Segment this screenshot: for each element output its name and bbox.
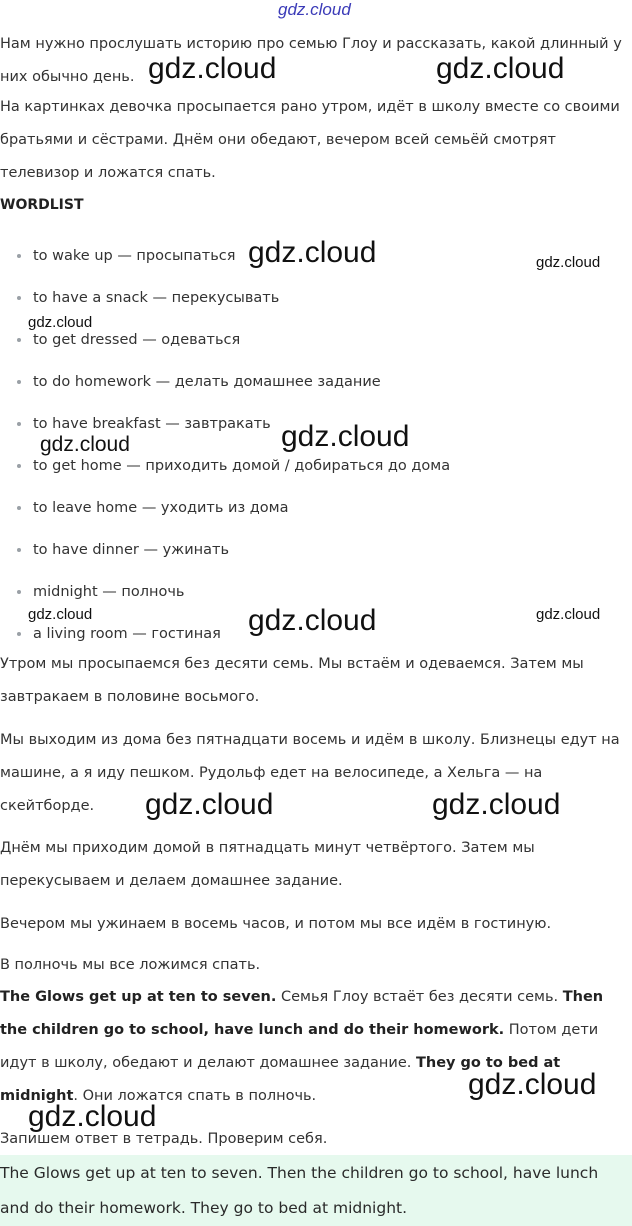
summary-ru-3: . Они ложатся спать в полночь. <box>73 1088 317 1104</box>
watermark: gdz.cloud <box>148 52 277 85</box>
bullet-icon <box>17 380 21 384</box>
bullet-icon <box>17 422 21 426</box>
wordlist-item-text: a living room — гостиная <box>33 626 221 642</box>
instruction-text: Запишем ответ в тетрадь. Проверим себя. <box>0 1131 328 1147</box>
bullet-icon <box>17 548 21 552</box>
summary-en-1: The Glows get up at ten to seven. <box>0 989 277 1005</box>
wordlist-item-text: to have a snack — перекусывать <box>33 290 280 306</box>
summary-en-2: Then the children go to school, have lunch and do their homework. <box>0 989 604 1038</box>
watermark: gdz.cloud <box>436 52 565 85</box>
watermark: gdz.cloud <box>248 236 377 269</box>
watermark: gdz.cloud <box>28 606 93 623</box>
wordlist-item-text: midnight — полночь <box>33 584 185 600</box>
watermark: gdz.cloud <box>28 314 93 331</box>
wordlist-item-text: to have dinner — ужинать <box>33 542 229 558</box>
bullet-icon <box>17 338 21 342</box>
bullet-icon <box>17 632 21 636</box>
summary-ru-1: Семья Глоу встаёт без десяти семь. <box>276 989 563 1005</box>
wordlist-item-text: to do homework — делать домашнее задание <box>33 374 381 390</box>
watermark: gdz.cloud <box>281 420 410 453</box>
watermark: gdz.cloud <box>248 604 377 637</box>
watermark: gdz.cloud <box>28 1100 157 1133</box>
watermark: gdz.cloud <box>468 1068 597 1101</box>
bullet-icon <box>17 464 21 468</box>
wordlist-item <box>0 370 632 394</box>
wordlist-item-text: to have breakfast — завтракать <box>33 416 271 432</box>
watermark: gdz.cloud <box>278 0 351 19</box>
wordlist-item <box>0 328 632 352</box>
watermark: gdz.cloud <box>536 606 601 623</box>
intro-paragraph-2: На картинках девочка просыпается рано утром, идёт в школу вместе со своими братьями и сёстрами. Днём они обедают, вечером всей семьёй смотрят телевизор и ложатся спать. <box>0 99 620 181</box>
wordlist-item-text: to get home — приходить домой / добираться до дома <box>33 458 451 474</box>
answer-text: The Glows get up at ten to seven. Then the children go to school, have lunch and do their homework. They go to bed at midnight. <box>0 1164 599 1217</box>
watermark: gdz.cloud <box>40 433 130 456</box>
watermark: gdz.cloud <box>536 254 601 271</box>
intro-paragraph-1: Нам нужно прослушать историю про семью Глоу и рассказать, какой длинный у них обычно день. <box>0 36 622 85</box>
bullet-icon <box>17 296 21 300</box>
summary-en-3: They go to bed at midnight <box>0 1055 561 1104</box>
answer-box <box>0 1155 632 1226</box>
wordlist-heading: WORDLIST <box>0 197 84 213</box>
story-paragraph-3: Днём мы приходим домой в пятнадцать минут четвёртого. Затем мы перекусываем и делаем домашнее задание. <box>0 840 535 889</box>
story-paragraph-1: Утром мы просыпаемся без десяти семь. Мы встаём и одеваемся. Затем мы завтракаем в половине восьмого. <box>0 656 584 705</box>
bullet-icon <box>17 254 21 258</box>
story-paragraph-5: В полночь мы все ложимся спать. <box>0 957 261 973</box>
watermark: gdz.cloud <box>145 788 274 821</box>
wordlist-item <box>0 580 632 604</box>
wordlist-item <box>0 286 632 310</box>
wordlist-item-text: to get dressed — одеваться <box>33 332 241 348</box>
wordlist-item <box>0 538 632 562</box>
bullet-icon <box>17 506 21 510</box>
wordlist-item-text: to leave home — уходить из дома <box>33 500 289 516</box>
story-paragraph-4: Вечером мы ужинаем в восемь часов, и потом мы все идём в гостиную. <box>0 916 552 932</box>
watermark: gdz.cloud <box>432 788 561 821</box>
summary-ru-2: Потом дети идут в школу, обедают и делают домашнее задание. <box>0 1022 599 1071</box>
story-paragraph-2: Мы выходим из дома без пятнадцати восемь и идём в школу. Близнецы едут на машине, а я иду пешком. Рудольф едет на велосипеде, а Хельга — на скейтборде. <box>0 732 620 814</box>
bullet-icon <box>17 590 21 594</box>
wordlist-item <box>0 454 632 478</box>
wordlist-item-text: to wake up — просыпаться <box>33 248 236 264</box>
wordlist-item <box>0 496 632 520</box>
